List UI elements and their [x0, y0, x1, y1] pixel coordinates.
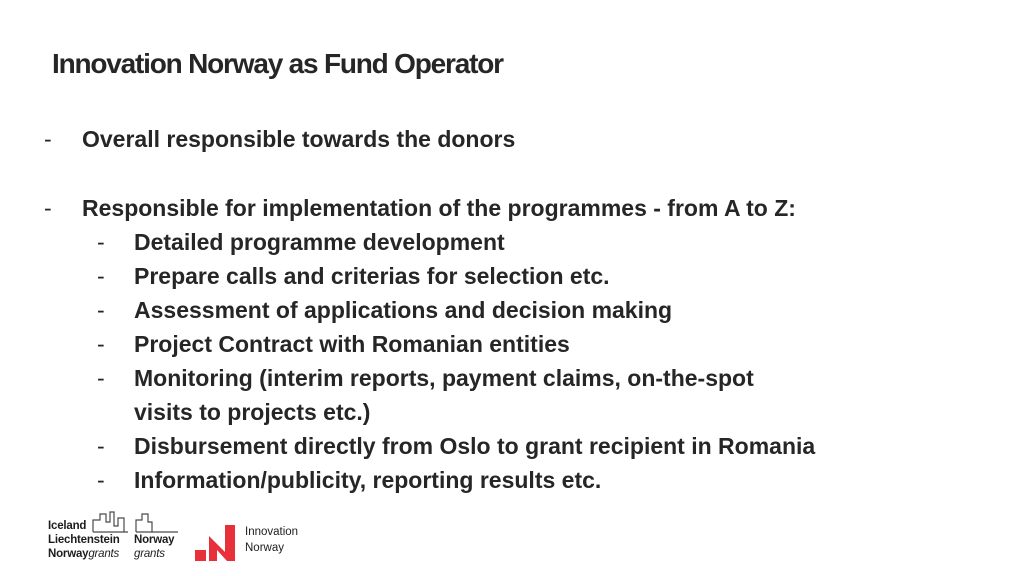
sub-bullet-text: Project Contract with Romanian entities: [134, 331, 570, 357]
logo-text-norway-grants-suffix: grants: [134, 548, 165, 560]
bullet-dash: -: [97, 229, 105, 255]
logo-text-norway: [48, 548, 119, 560]
logo-text-norway-grants: Norway: [134, 534, 175, 546]
bullet-dash: -: [97, 365, 105, 391]
sub-bullet-text: Information/publicity, reporting results etc.: [134, 467, 602, 493]
logo-text-norway: Norway: [245, 542, 284, 554]
sub-bullet-text: Monitoring (interim reports, payment claims, on-the-spot: [134, 365, 754, 391]
bullet-dash: -: [97, 433, 105, 459]
bullet-text: Responsible for implementation of the programmes - from A to Z:: [82, 195, 796, 221]
logo-text-norway-word: Norway: [48, 548, 89, 560]
logo-text-iceland: Iceland: [48, 520, 87, 532]
bullet-dash: -: [97, 331, 105, 357]
sub-bullet-text: Prepare calls and criterias for selection etc.: [134, 263, 610, 289]
logo-text-innovation: Innovation: [245, 526, 299, 538]
sub-bullet-text: Assessment of applications and decision making: [134, 297, 673, 323]
bullet-dash: -: [97, 467, 105, 493]
bullet-dash: -: [44, 195, 52, 221]
logo-text-grants: grants: [88, 548, 120, 560]
sub-bullet-text: Disbursement directly from Oslo to grant recipient in Romania: [134, 433, 816, 459]
innovation-norway-logo: [195, 520, 315, 564]
logo-text-liechtenstein: Liechtenstein: [48, 534, 120, 546]
bullet-dash: -: [97, 263, 105, 289]
sub-bullet-text: visits to projects etc.): [134, 399, 371, 425]
eea-norway-grants-logo: [48, 508, 188, 564]
bullet-text: Overall responsible towards the donors: [82, 126, 516, 152]
innovation-norway-mark-icon: [195, 522, 237, 562]
slide-title: Innovation Norway as Fund Operator: [52, 48, 503, 79]
sub-bullet-text: Detailed programme development: [134, 229, 505, 255]
bullet-dash: -: [44, 126, 52, 152]
bullet-dash: -: [97, 297, 105, 323]
